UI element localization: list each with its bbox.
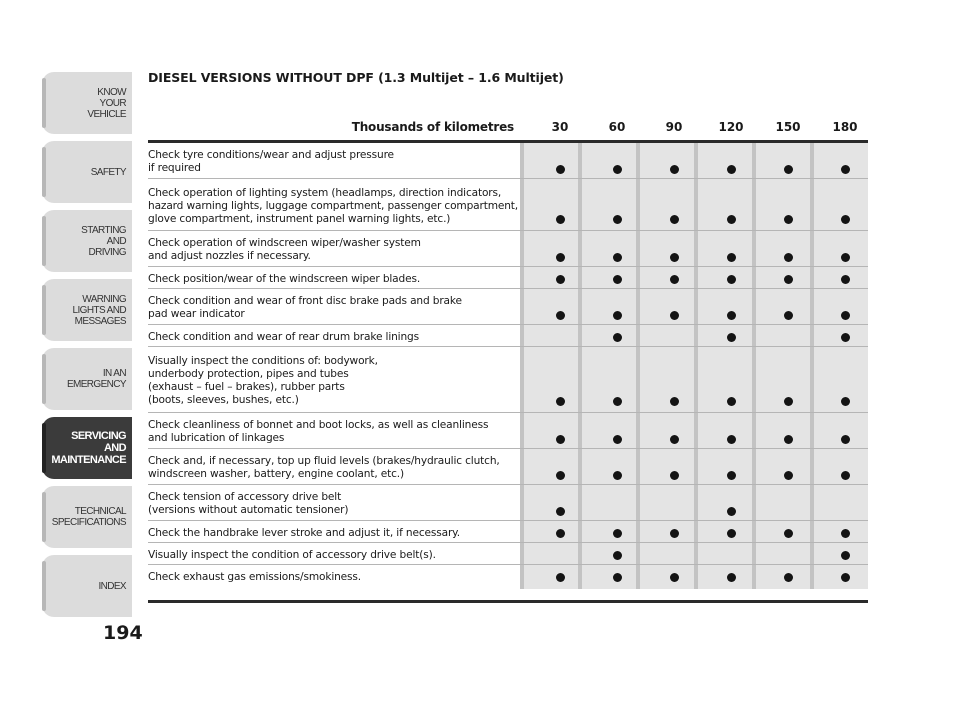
operation-description — [148, 419, 516, 445]
operation-description-line: (boots, sleeves, bushes, etc.) — [148, 394, 299, 406]
service-interval-dot — [556, 253, 565, 262]
service-interval-dot — [556, 165, 565, 174]
service-interval-dot — [613, 397, 622, 406]
operation-description — [148, 149, 516, 175]
table-header — [148, 116, 868, 140]
section-tab-label: VEHICLE — [87, 108, 126, 120]
interval-column-header: 90 — [665, 120, 683, 134]
section-tab-label: DRIVING — [88, 246, 126, 258]
service-interval-dot — [784, 397, 793, 406]
operation-description-line: Check condition and wear of front disc brake pads and brake — [148, 295, 462, 307]
service-interval-dot — [613, 253, 622, 262]
service-interval-dot — [784, 253, 793, 262]
operation-description — [148, 355, 516, 407]
section-tab-index[interactable] — [42, 555, 132, 617]
operation-description — [148, 571, 516, 584]
section-tab-label: MESSAGES — [74, 315, 126, 327]
section-tab-label: SPECIFICATIONS — [51, 517, 126, 528]
service-interval-dot — [727, 529, 736, 538]
service-interval-dot — [670, 275, 679, 284]
interval-label: Thousands of kilometres — [351, 120, 514, 134]
operation-description-line: Check and, if necessary, top up fluid levels (brakes/hydraulic clutch, — [148, 455, 500, 467]
operation-description-line: Check tyre conditions/wear and adjust pressure — [148, 149, 394, 161]
service-interval-dot — [727, 165, 736, 174]
operation-description-line: Check position/wear of the windscreen wiper blades. — [148, 272, 421, 285]
service-interval-dot — [613, 551, 622, 560]
table-row — [148, 565, 868, 587]
section-tab-servicing-and-maintenance[interactable] — [42, 417, 132, 479]
section-tab-know-your-vehicle[interactable] — [42, 72, 132, 134]
operation-description-line: (versions without automatic tensioner) — [148, 504, 349, 516]
service-interval-dot — [727, 471, 736, 480]
interval-column-header: 150 — [775, 120, 801, 134]
operation-description-line: Check tension of accessory drive belt — [148, 491, 342, 503]
service-interval-dot — [784, 165, 793, 174]
table-row — [148, 289, 868, 325]
operation-description-line: windscreen washer, battery, engine coolant, etc.) — [148, 468, 404, 480]
page-number: 194 — [103, 622, 143, 644]
section-tabs — [42, 72, 132, 624]
service-interval-dot — [727, 397, 736, 406]
operation-description-line: underbody protection, pipes and tubes — [148, 368, 349, 380]
section-tab-in-an-emergency[interactable] — [42, 348, 132, 410]
table-row — [148, 325, 868, 347]
service-interval-dot — [784, 311, 793, 320]
table-row — [148, 231, 868, 267]
section-tab-label: WARNING — [82, 293, 126, 305]
service-interval-dot — [613, 165, 622, 174]
service-interval-dot — [727, 253, 736, 262]
section-tab-label: STARTING — [81, 224, 126, 236]
service-interval-dot — [841, 275, 850, 284]
service-interval-dot — [670, 215, 679, 224]
page-title: DIESEL VERSIONS WITHOUT DPF (1.3 Multijet – 1.6 Multijet) — [148, 70, 564, 85]
section-tab-label: MAINTENANCE — [51, 454, 126, 466]
operation-description — [148, 527, 516, 540]
operation-description — [148, 549, 516, 562]
service-interval-dot — [556, 397, 565, 406]
section-tab-label: YOUR — [99, 97, 126, 109]
service-interval-dot — [556, 471, 565, 480]
service-interval-dot — [670, 529, 679, 538]
service-interval-dot — [556, 507, 565, 516]
service-interval-dot — [784, 573, 793, 582]
operation-description-line: and adjust nozzles if necessary. — [148, 250, 311, 262]
service-interval-dot — [841, 253, 850, 262]
service-interval-dot — [841, 397, 850, 406]
service-interval-dot — [727, 275, 736, 284]
service-interval-dot — [841, 471, 850, 480]
section-tab-label: SAFETY — [90, 166, 126, 178]
operation-description — [148, 273, 516, 286]
operation-description-line: Check the handbrake lever stroke and adjust it, if necessary. — [148, 526, 460, 539]
service-interval-dot — [556, 573, 565, 582]
service-interval-dot — [613, 215, 622, 224]
service-interval-dot — [784, 215, 793, 224]
service-interval-dot — [841, 551, 850, 560]
service-interval-dot — [670, 397, 679, 406]
operation-description-line: and lubrication of linkages — [148, 432, 285, 444]
service-interval-dot — [727, 215, 736, 224]
section-tab-label: TECHNICAL — [74, 506, 126, 517]
interval-column-header: 60 — [608, 120, 626, 134]
section-tab-label: AND — [106, 235, 126, 247]
service-interval-dot — [670, 471, 679, 480]
operation-description-line: Check operation of lighting system (headlamps, direction indicators, — [148, 186, 502, 199]
operation-description-line: Check cleanliness of bonnet and boot locks, as well as cleanliness — [148, 419, 489, 431]
interval-column-header: 120 — [718, 120, 744, 134]
service-interval-dot — [841, 573, 850, 582]
table-bottom-rule — [148, 600, 868, 603]
table-row — [148, 543, 868, 565]
table-row — [148, 413, 868, 449]
service-interval-dot — [556, 311, 565, 320]
section-tab-label: SERVICING — [71, 430, 126, 442]
operation-description-line: Visually inspect the condition of accessory drive belt(s). — [148, 548, 436, 561]
interval-column-header: 180 — [832, 120, 858, 134]
operation-description — [148, 331, 516, 344]
operation-description-line: hazard warning lights, luggage compartment, passenger compartment, — [148, 199, 519, 212]
service-interval-dot — [841, 311, 850, 320]
service-interval-dot — [841, 435, 850, 444]
operation-description — [148, 455, 516, 481]
section-tab-starting-and-driving[interactable] — [42, 210, 132, 272]
service-interval-dot — [841, 529, 850, 538]
service-interval-dot — [841, 165, 850, 174]
maintenance-table — [148, 143, 868, 587]
service-interval-dot — [556, 529, 565, 538]
operation-description-line: if required — [148, 162, 201, 174]
operation-description-line: pad wear indicator — [148, 308, 245, 320]
operation-description-line: Check condition and wear of rear drum brake linings — [148, 330, 419, 343]
service-interval-dot — [613, 471, 622, 480]
service-interval-dot — [556, 435, 565, 444]
service-interval-dot — [613, 311, 622, 320]
table-row — [148, 449, 868, 485]
service-interval-dot — [727, 573, 736, 582]
operation-description — [148, 491, 516, 517]
service-interval-dot — [784, 471, 793, 480]
section-tab-safety[interactable] — [42, 141, 132, 203]
table-row — [148, 267, 868, 289]
service-interval-dot — [613, 333, 622, 342]
service-interval-dot — [727, 507, 736, 516]
section-tab-label: LIGHTS AND — [72, 304, 126, 316]
service-interval-dot — [784, 529, 793, 538]
service-interval-dot — [613, 573, 622, 582]
section-tab-warning-lights-and-messages[interactable] — [42, 279, 132, 341]
operation-description-line: glove compartment, instrument panel warning lights, etc.) — [148, 212, 451, 225]
operation-description — [148, 237, 516, 263]
section-tab-label: INDEX — [98, 580, 126, 592]
service-interval-dot — [613, 275, 622, 284]
service-interval-dot — [613, 435, 622, 444]
service-interval-dot — [556, 275, 565, 284]
service-interval-dot — [670, 165, 679, 174]
service-interval-dot — [556, 215, 565, 224]
service-interval-dot — [727, 311, 736, 320]
section-tab-technical-specifications[interactable] — [42, 486, 132, 548]
operation-description — [148, 295, 516, 321]
table-row — [148, 485, 868, 521]
section-tab-label: IN AN — [102, 368, 126, 379]
service-interval-dot — [784, 435, 793, 444]
operation-description — [148, 186, 519, 226]
section-tab-label: KNOW — [97, 86, 126, 98]
service-interval-dot — [613, 529, 622, 538]
table-row — [148, 347, 868, 413]
service-interval-dot — [727, 435, 736, 444]
table-row — [148, 143, 868, 179]
service-interval-dot — [841, 215, 850, 224]
interval-column-header: 30 — [551, 120, 569, 134]
operation-description-line: Check exhaust gas emissions/smokiness. — [148, 570, 362, 583]
service-interval-dot — [727, 333, 736, 342]
table-row — [148, 521, 868, 543]
operation-description-line: Check operation of windscreen wiper/washer system — [148, 237, 421, 249]
service-interval-dot — [670, 311, 679, 320]
service-interval-dot — [670, 253, 679, 262]
table-row — [148, 179, 868, 231]
section-tab-label: EMERGENCY — [66, 379, 126, 390]
service-interval-dot — [841, 333, 850, 342]
service-interval-dot — [784, 275, 793, 284]
service-interval-dot — [670, 435, 679, 444]
operation-description-line: (exhaust – fuel – brakes), rubber parts — [148, 381, 345, 393]
section-tab-label: AND — [103, 442, 126, 454]
operation-description-line: Visually inspect the conditions of: bodywork, — [148, 355, 378, 367]
service-interval-dot — [670, 573, 679, 582]
